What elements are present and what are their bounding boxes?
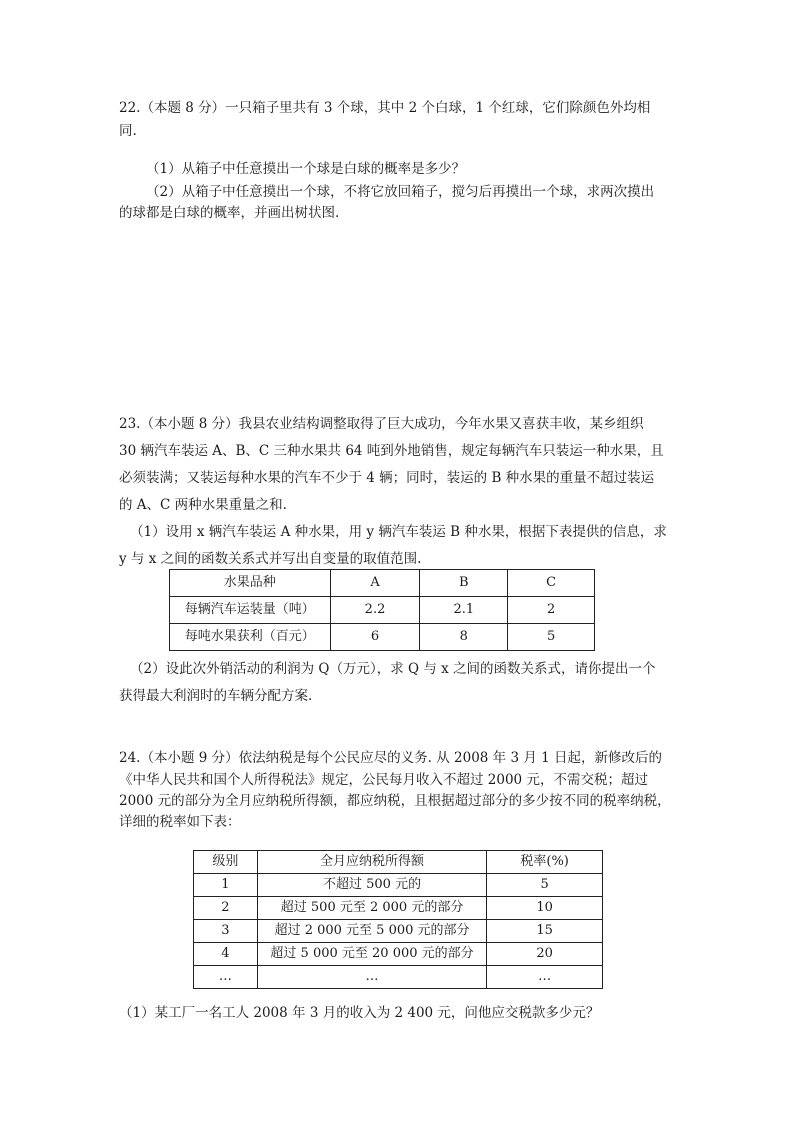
table-cell: 15 xyxy=(487,920,603,943)
table-header-cell: C xyxy=(508,570,595,597)
q23-part-1-line-1: （1）设用 x 辆汽车装运 A 种水果，用 y 辆汽车装运 B 种水果，根据下表提供的信息，求 xyxy=(130,524,667,540)
table-cell: 8 xyxy=(420,624,508,651)
q23-part-1-line-2: y 与 x 之间的函数关系式并写出自变量的取值范围. xyxy=(119,551,422,567)
tax-rate-table xyxy=(193,850,603,989)
table-cell: 20 xyxy=(487,943,603,966)
table-cell: … xyxy=(194,966,258,989)
q23-part-2-line-2: 获得最大利润时的车辆分配方案. xyxy=(119,688,313,704)
fruit-table xyxy=(169,569,595,651)
q24-part-1: （1）某工厂一名工人 2008 年 3 月的收入为 2 400 元，问他应交税款多少元？ xyxy=(119,1005,600,1021)
table-cell: 2 xyxy=(194,897,258,920)
table-cell: 每辆汽车运装量（吨） xyxy=(170,597,331,624)
q24-line-1: 24.（本小题 9 分）依法纳税是每个公民应尽的义务. 从 2008 年 3 月 1 日起，新修改后的 xyxy=(119,750,663,766)
fruit-table-header-row xyxy=(170,570,595,597)
table-cell: … xyxy=(257,966,486,989)
table-cell: 每吨水果获利（百元） xyxy=(170,624,331,651)
q24-line-4: 详细的税率如下表： xyxy=(119,814,241,830)
table-cell: 2.2 xyxy=(330,597,420,624)
q22-part-1: （1）从箱子中任意摸出一个球是白球的概率是多少？ xyxy=(146,161,466,177)
table-row xyxy=(194,943,603,966)
table-cell: 超过 500 元至 2 000 元的部分 xyxy=(257,897,486,920)
table-cell: 6 xyxy=(330,624,420,651)
table-cell: 2 xyxy=(508,597,595,624)
q23-line-4: 的 A、C 两种水果重量之和. xyxy=(119,497,287,513)
q23-part-2-line-1: （2）设此次外销活动的利润为 Q（万元），求 Q 与 x 之间的函数关系式，请你提出一个 xyxy=(130,661,656,677)
table-cell: 4 xyxy=(194,943,258,966)
q22-line-1: 22.（本题 8 分）一只箱子里共有 3 个球，其中 2 个白球，1 个红球，它们除颜色外均相 xyxy=(119,100,651,116)
table-header-cell: 级别 xyxy=(194,851,258,874)
q22-part-2-line-1: （2）从箱子中任意摸出一个球，不将它放回箱子，搅匀后再摸出一个球，求两次摸出 xyxy=(146,184,655,200)
table-cell: … xyxy=(487,966,603,989)
table-cell: 5 xyxy=(487,874,603,897)
table-header-cell: 税率(%) xyxy=(487,851,603,874)
q22-part-2-line-2: 的球都是白球的概率，并画出树状图. xyxy=(119,205,340,221)
q23-line-3: 必须装满；又装运每种水果的汽车不少于 4 辆；同时，装运的 B 种水果的重量不超过装运 xyxy=(119,470,655,486)
table-row xyxy=(194,920,603,943)
q24-line-2: 《中华人民共和国个人所得税法》规定，公民每月收入不超过 2000 元，不需交税；超过 xyxy=(119,772,648,788)
table-cell: 超过 2 000 元至 5 000 元的部分 xyxy=(257,920,486,943)
table-cell: 不超过 500 元的 xyxy=(257,874,486,897)
table-cell: 1 xyxy=(194,874,258,897)
table-row xyxy=(170,597,595,624)
tax-table-header-row xyxy=(194,851,603,874)
table-row xyxy=(194,966,603,989)
table-row xyxy=(170,624,595,651)
table-header-cell: 水果品种 xyxy=(170,570,331,597)
table-cell: 5 xyxy=(508,624,595,651)
table-header-cell: B xyxy=(420,570,508,597)
q22-line-2: 同. xyxy=(119,123,137,139)
q23-line-1: 23.（本小题 8 分）我县农业结构调整取得了巨大成功，今年水果又喜获丰收，某乡组织 xyxy=(119,416,644,432)
table-cell: 3 xyxy=(194,920,258,943)
table-cell: 10 xyxy=(487,897,603,920)
q23-line-2: 30 辆汽车装运 A、B、C 三种水果共 64 吨到外地销售，规定每辆汽车只装运一种水果，且 xyxy=(119,443,664,459)
table-cell: 超过 5 000 元至 20 000 元的部分 xyxy=(257,943,486,966)
table-row xyxy=(194,874,603,897)
q24-line-3: 2000 元的部分为全月应纳税所得额，都应纳税，且根据超过部分的多少按不同的税率纳税， xyxy=(119,793,671,809)
table-row xyxy=(194,897,603,920)
table-header-cell: A xyxy=(330,570,420,597)
table-cell: 2.1 xyxy=(420,597,508,624)
table-header-cell: 全月应纳税所得额 xyxy=(257,851,486,874)
